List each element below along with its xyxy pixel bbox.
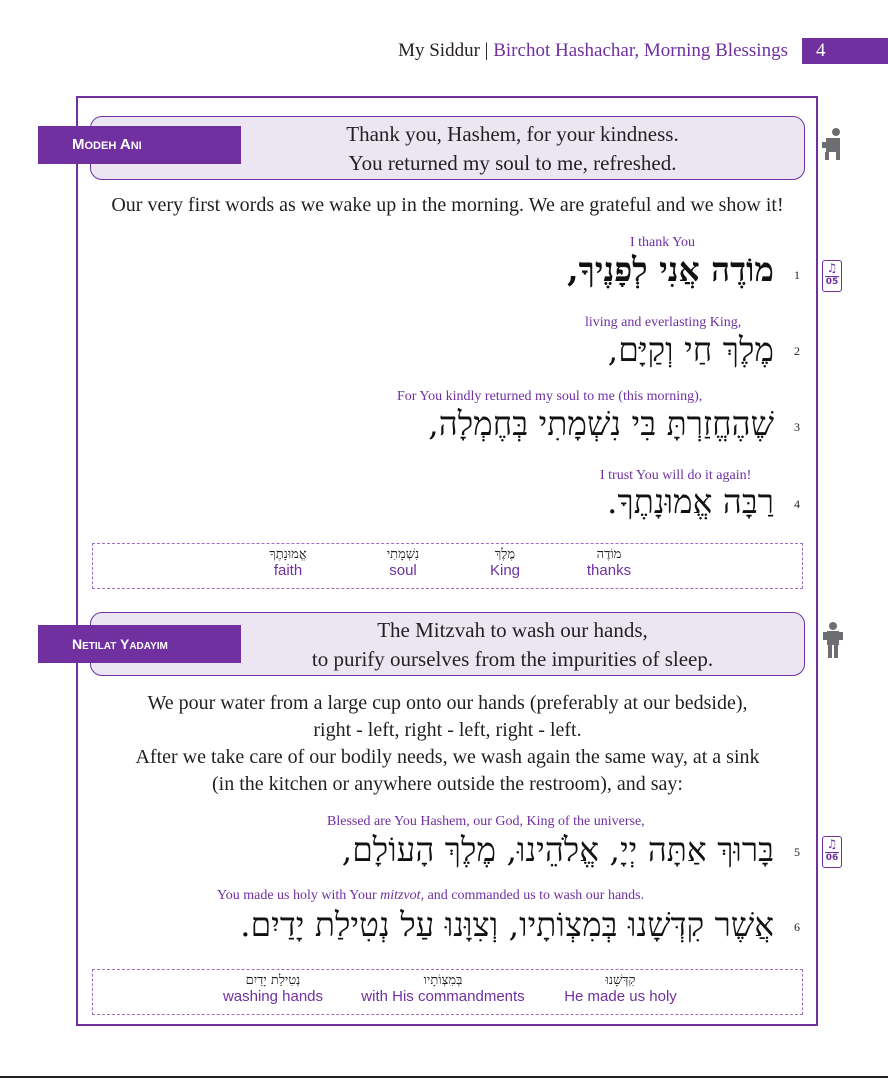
gloss-text: , and commanded us to wash our hands. — [420, 888, 645, 903]
vocab-english: soul — [389, 562, 417, 579]
gloss-text: You made us holy with Your — [217, 888, 381, 903]
vocabulary-box — [92, 969, 803, 1015]
section-title: Birchot Hashachar, Morning Blessings — [493, 40, 788, 61]
tab-modeh-ani: Modeh Ani — [38, 126, 241, 164]
banner-line: to purify ourselves from the impurities of sleep. — [311, 647, 714, 671]
gloss-line-2: living and everlasting King, — [585, 315, 742, 330]
line-number: 1 — [794, 268, 800, 282]
gloss-line-1: I thank You — [630, 235, 695, 250]
modeh-ani-intro: Our very first words as we wake up in the morning. We are grateful and we show it! — [111, 194, 784, 216]
line-number: 2 — [794, 344, 800, 358]
audio-track-number: 06 — [825, 853, 839, 863]
hebrew-line-4: רַבָּה אֱמוּנָתֶךָ. — [607, 482, 774, 521]
line-number: 3 — [794, 420, 800, 434]
music-note-icon: ♫ — [826, 837, 838, 851]
music-note-icon: ♫ — [826, 261, 838, 275]
hebrew-line-5: בָּרוּךְ אַתָּה יְיָ, אֱלֹהֵינוּ, מֶלֶךְ הָעוֹלָם, — [341, 830, 774, 869]
page-number: 4 — [802, 38, 888, 64]
vocab-english: faith — [273, 562, 303, 579]
vocab-hebrew: אֱמוּנָתֶךָ — [269, 547, 307, 562]
intro-line: We pour water from a large cup onto our hands (preferably at our bedside), — [147, 692, 748, 714]
gloss-emphasis: mitzvot — [380, 888, 421, 903]
vocab-item — [248, 546, 328, 579]
gloss-line-4: I trust You will do it again! — [600, 468, 752, 483]
page-header — [0, 38, 888, 68]
vocab-hebrew: קִדְּשָׁנוּ — [605, 973, 636, 988]
gloss-line-5: Blessed are You Hashem, our God, King of the universe, — [327, 814, 645, 829]
audio-track-button[interactable] — [822, 260, 842, 292]
intro-line: After we take care of our bodily needs, we wash again the same way, at a sink — [135, 746, 760, 768]
vocabulary-box — [92, 543, 803, 589]
vocab-hebrew: מוֹדֶה — [596, 547, 622, 562]
line-number: 5 — [794, 845, 800, 859]
header-title — [398, 40, 788, 62]
vocab-english: with His commandments — [361, 988, 525, 1005]
banner-line: You returned my soul to me, refreshed. — [348, 151, 677, 175]
vocab-item — [573, 546, 645, 579]
intro-line: right - left, right - left, right - left. — [313, 719, 582, 741]
page-bottom-rule — [0, 1076, 888, 1078]
vocab-hebrew: בְּמִצְוֹתָיו — [423, 973, 463, 988]
vocab-hebrew: מֶלֶךְ — [494, 547, 516, 562]
vocab-english: washing hands — [222, 988, 324, 1005]
app-title: My Siddur — [398, 40, 480, 61]
line-number: 6 — [794, 920, 800, 934]
vocab-item — [473, 546, 537, 579]
banner-line: The Mitzvah to wash our hands, — [377, 618, 648, 642]
hebrew-line-3: שֶׁהֶחֱזַרְתָּ בִּי נִשְׁמָתִי בְּחֶמְלָה, — [428, 404, 774, 443]
person-getting-up-icon — [822, 126, 844, 162]
vocab-item — [208, 972, 338, 1005]
tab-netilat-yadayim: Netilat Yadayim — [38, 625, 241, 663]
hebrew-line-6: אֲשֶׁר קִדְּשָׁנוּ בְּמִצְוֹתָיו, וְצִוָּנוּ עַל נְטִילַת יָדַיִם. — [240, 905, 774, 944]
vocab-english: He made us holy — [564, 988, 677, 1005]
line-number: 4 — [794, 497, 800, 511]
vocab-item — [348, 972, 538, 1005]
vocab-item — [363, 546, 443, 579]
vocab-hebrew: נְטִילַת יָדַיִם — [245, 973, 301, 988]
banner-line: Thank you, Hashem, for your kindness. — [346, 122, 679, 146]
intro-line: (in the kitchen or anywhere outside the restroom), and say: — [212, 773, 683, 795]
vocab-english: King — [489, 562, 521, 579]
header-separator: | — [479, 40, 494, 61]
person-washing-icon — [822, 620, 844, 660]
vocab-english: thanks — [586, 562, 632, 579]
netilat-intro — [90, 690, 805, 798]
gloss-line-3: For You kindly returned my soul to me (this morning), — [397, 389, 703, 404]
hebrew-line-2: מֶלֶךְ חַי וְקַיָּם, — [607, 330, 774, 369]
gloss-line-6 — [217, 888, 644, 904]
audio-track-button[interactable] — [822, 836, 842, 868]
vocab-item — [548, 972, 693, 1005]
vocab-hebrew: נִשְׁמָתִי — [386, 547, 420, 562]
hebrew-line-1: מוֹדֶה אֲנִי לְפָנֶיךָ, — [567, 250, 774, 289]
audio-track-number: 05 — [825, 277, 839, 287]
